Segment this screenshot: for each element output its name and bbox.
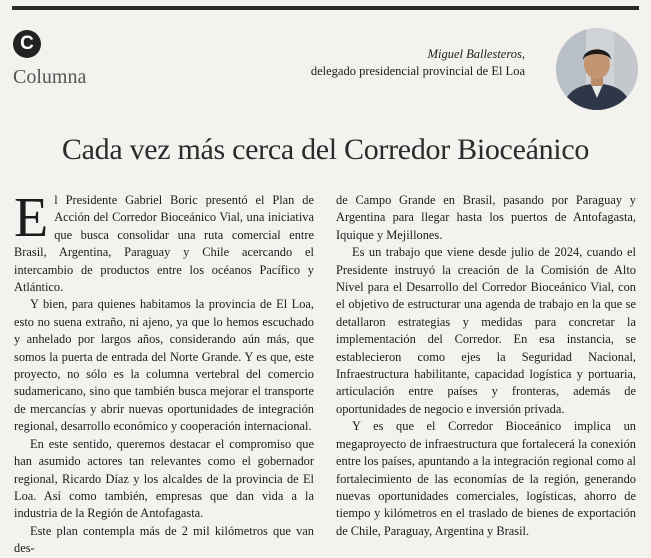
author-name: Miguel Ballesteros,	[427, 47, 525, 61]
author-role: delegado presidencial provincial de El Loa	[310, 64, 525, 78]
section-label: Columna	[13, 66, 87, 88]
author-photo	[556, 28, 638, 110]
article-headline: Cada vez más cerca del Corredor Bioceánico	[61, 133, 590, 166]
article-paragraph: Y bien, para quienes habitamos la provincia de El Loa, esto no suena extraño, ni ajeno, ya que lo hemos escuchado y anhelado por largos años, considerando aún más, que somos la puerta de entrada del Norte Grande. Y es que, este proyecto, no sólo es la columna vertebral del comercio sudamericano, sino que también busca mejorar el transporte de mercancías y abrir nuevas oportunidades de integración regional, desarrollo económico y cooperación internacional.	[14, 297, 314, 434]
author-byline	[311, 46, 525, 80]
article-paragraph: Este plan contempla más de 2 mil kilómetros que van des-	[14, 523, 314, 556]
article-paragraph: Es un trabajo que viene desde julio de 2024, cuando el Presidente instruyó la creación de la Comisión de Alto Nivel para el Desarrollo del Corredor Bioceánico Vial, con el objetivo de estructurar una agenda de trabajo en la que se detallaron estrategias y medidas para concretar la implementación del Corredor. En esa instancia, se establecieron como ejes la Seguridad Nacional, Infraestructura habilitante, capacidad logística y portuaria, articulación entre países y fronteras, además de oportunidades de negocio e inversión privada.	[336, 245, 636, 416]
top-rule	[12, 6, 639, 10]
drop-cap: E	[14, 187, 49, 249]
article-paragraph: En este sentido, queremos destacar el compromiso que han asumido actores tan relevantes como el gobernador regional, Ricardo Díaz y los alcaldes de la provincia de El Loa. Así como también, empresas que dan vida a la industria de la Región de Antofagasta.	[14, 436, 314, 521]
section-badge: C	[13, 30, 41, 58]
article-paragraph: Y es que el Corredor Bioceánico implica un megaproyecto de infraestructura que fortalecerá la conexión entre los países, apuntando a la integración regional como al fortalecimiento de las economías de la región, generando nuevas oportunidades comerciales, logísticas, ahorro de tiempo y kilómetros en el traslado de bienes de exportación de Chile, Paraguay, Argentina y Brasil.	[336, 419, 636, 538]
article-column-right	[336, 192, 636, 540]
article-paragraph: El Presidente Gabriel Boric presentó el Plan de Acción del Corredor Bioceánico Vial, una iniciativa que busca consolidar una ruta comercial entre Brasil, Argentina, Paraguay y Chile acercando el intercambio de productos entre los océanos Pacífico y Atlántico.	[14, 187, 314, 295]
article-paragraph: de Campo Grande en Brasil, pasando por Paraguay y Argentina para llegar hasta los puertos de Antofagasta, Iquique y Mejillones.	[336, 193, 636, 242]
author-portrait-image	[556, 28, 638, 110]
article-column-left	[14, 187, 314, 558]
